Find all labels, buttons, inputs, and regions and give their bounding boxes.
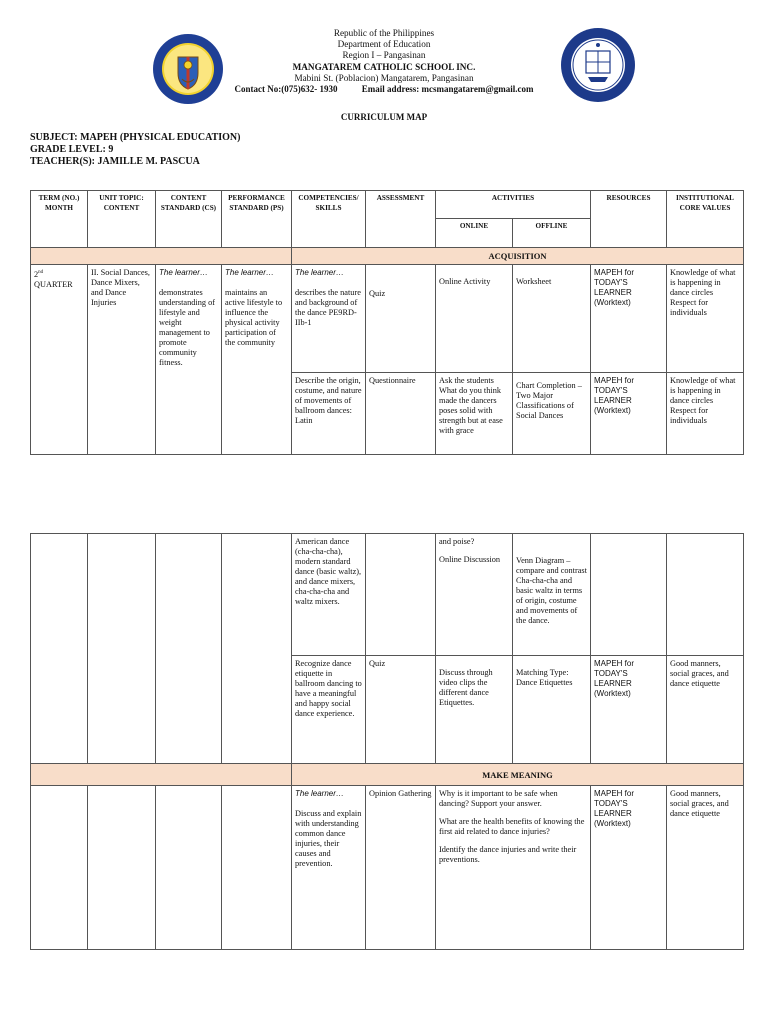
- school-name: MANGATAREM CATHOLIC SCHOOL INC.: [292, 61, 476, 72]
- term-suffix: nd: [38, 270, 44, 275]
- acquisition-band: ACQUISITION: [292, 248, 744, 265]
- content-standard-cell: [156, 786, 222, 950]
- activity-question-2: What are the health benefits of knowing the first aid related to dance injuries?: [439, 817, 585, 836]
- col-online: ONLINE: [436, 219, 513, 248]
- online-cell: [436, 534, 513, 656]
- offline-cell: Matching Type: Dance Etiquettes: [513, 656, 591, 764]
- contact-number: Contact No:(075)632- 1930: [234, 84, 338, 95]
- term-cell: [31, 534, 88, 764]
- learner-label: The learner…: [295, 789, 344, 798]
- col-competencies: COMPETENCIES/ SKILLS: [292, 191, 366, 248]
- activity-question-1: Why is it important to be safe when dancing? Support your answer.: [439, 789, 558, 808]
- competency-text: Discuss and explain with understanding common dance injuries, their causes and prevention.: [295, 809, 362, 868]
- col-core-values: INSTITUTIONAL CORE VALUES: [667, 191, 744, 248]
- header-row: [31, 191, 744, 219]
- email-address: Email address: mcsmangatarem@gmail.com: [361, 84, 534, 95]
- offline-cell: Chart Completion – Two Major Classifications of Social Dances: [513, 373, 591, 455]
- learner-label: The learner…: [295, 268, 344, 277]
- core-values-cell: Good manners, social graces, and dance etiquette: [667, 786, 744, 950]
- school-address: Mabini St. (Poblacion) Mangatarem, Pangasinan: [294, 72, 474, 83]
- document-meta: [30, 132, 240, 168]
- document-title: CURRICULUM MAP: [340, 112, 428, 122]
- table-row: [31, 265, 744, 373]
- letterhead: [0, 28, 768, 95]
- term-cell: [31, 265, 88, 455]
- band-spacer: [31, 764, 292, 786]
- content-standard-cell: [156, 534, 222, 764]
- resources-cell: MAPEH for TODAY'S LEARNER (Worktext): [591, 265, 667, 373]
- curriculum-table-2: [30, 533, 744, 950]
- content-standard-text: demonstrates understanding of lifestyle and weight management to promote community fitness.: [159, 288, 215, 367]
- col-resources: RESOURCES: [591, 191, 667, 248]
- subject-line: SUBJECT: MAPEH (PHYSICAL EDUCATION): [30, 132, 241, 143]
- assessment-cell: [366, 534, 436, 656]
- republic-line: Republic of the Philippines: [333, 28, 435, 38]
- core-values-cell: Knowledge of what is happening in dance circles Respect for individuals: [667, 265, 744, 373]
- online-cell: Online Activity: [436, 265, 513, 373]
- unit-cell: II. Social Dances, Dance Mixers, and Dance Injuries: [88, 265, 156, 455]
- acquisition-band-row: [31, 248, 744, 265]
- resources-cell: [591, 534, 667, 656]
- resources-cell: MAPEH for TODAY'S LEARNER (Worktext): [591, 656, 667, 764]
- online-discussion-text: Online Discussion: [439, 555, 501, 564]
- competency-text: describes the nature and background of the dance PE9RD-IIb-1: [295, 288, 361, 327]
- competency-cell: [292, 265, 366, 373]
- competency-cell: Describe the origin, costume, and nature of movements of ballroom dances: Latin: [292, 373, 366, 455]
- col-offline: OFFLINE: [513, 219, 591, 248]
- online-cell: Ask the students What do you think made the dancers poses solid with strength but at ease with grace: [436, 373, 513, 455]
- learner-label: The learner…: [159, 268, 208, 277]
- core-values-cell: Good manners, social graces, and dance etiquette: [667, 656, 744, 764]
- assessment-cell: Quiz: [366, 656, 436, 764]
- unit-cell: [88, 534, 156, 764]
- learner-label: The learner…: [225, 268, 274, 277]
- department-line: Department of Education: [337, 39, 431, 50]
- table-row: [31, 534, 744, 656]
- contact-line: [0, 84, 768, 95]
- make-meaning-band-row: [31, 764, 744, 786]
- region-line: Region I – Pangasinan: [342, 50, 426, 61]
- term-word: QUARTER: [34, 279, 73, 289]
- curriculum-table-1: [30, 190, 744, 455]
- competency-cell: American dance (cha-cha-cha), modern standard dance (basic waltz), and dance mixers, cha-cha-cha and waltz mixers.: [292, 534, 366, 656]
- content-standard-cell: [156, 265, 222, 455]
- resources-cell: MAPEH for TODAY'S LEARNER (Worktext): [591, 373, 667, 455]
- col-term: TERM (NO.) MONTH: [31, 191, 88, 248]
- offline-cell: Worksheet: [513, 265, 591, 373]
- performance-standard-text: maintains an active lifestyle to influence the physical activity participation of the community: [225, 288, 283, 347]
- offline-cell: Venn Diagram – compare and contrast Cha-cha-cha and basic waltz in terms of origin, costume and movements of the dance.: [513, 534, 591, 656]
- unit-cell: [88, 786, 156, 950]
- performance-standard-cell: [222, 786, 292, 950]
- grade-line: GRADE LEVEL: 9: [30, 144, 114, 155]
- competency-cell: [292, 786, 366, 950]
- assessment-cell: Questionnaire: [366, 373, 436, 455]
- band-spacer: [31, 248, 292, 265]
- assessment-cell: Quiz: [366, 265, 436, 373]
- teacher-line: TEACHER(S): JAMILLE M. PASCUA: [30, 156, 200, 167]
- online-text-continued: and poise?: [439, 537, 475, 546]
- performance-standard-cell: [222, 265, 292, 455]
- col-content-standard: CONTENT STANDARD (CS): [156, 191, 222, 248]
- competency-cell: Recognize dance etiquette in ballroom dancing to have a meaningful and happy social dance experience.: [292, 656, 366, 764]
- term-number: 2: [34, 269, 39, 279]
- table-row: [31, 786, 744, 950]
- performance-standard-cell: [222, 534, 292, 764]
- make-meaning-band: MAKE MEANING: [292, 764, 744, 786]
- assessment-cell: Opinion Gathering: [366, 786, 436, 950]
- term-cell: [31, 786, 88, 950]
- core-values-cell: Knowledge of what is happening in dance circles Respect for individuals: [667, 373, 744, 455]
- online-cell: Discuss through video clips the different dance Etiquettes.: [436, 656, 513, 764]
- resources-cell: MAPEH for TODAY'S LEARNER (Worktext): [591, 786, 667, 950]
- col-activities: ACTIVITIES: [436, 191, 591, 219]
- core-values-cell: [667, 534, 744, 656]
- col-assessment: ASSESSMENT: [366, 191, 436, 248]
- activities-cell: [436, 786, 591, 950]
- col-performance-standard: PERFORMANCE STANDARD (PS): [222, 191, 292, 248]
- activity-question-3: Identify the dance injuries and write their preventions.: [439, 845, 577, 864]
- col-unit: UNIT TOPIC: CONTENT: [88, 191, 156, 248]
